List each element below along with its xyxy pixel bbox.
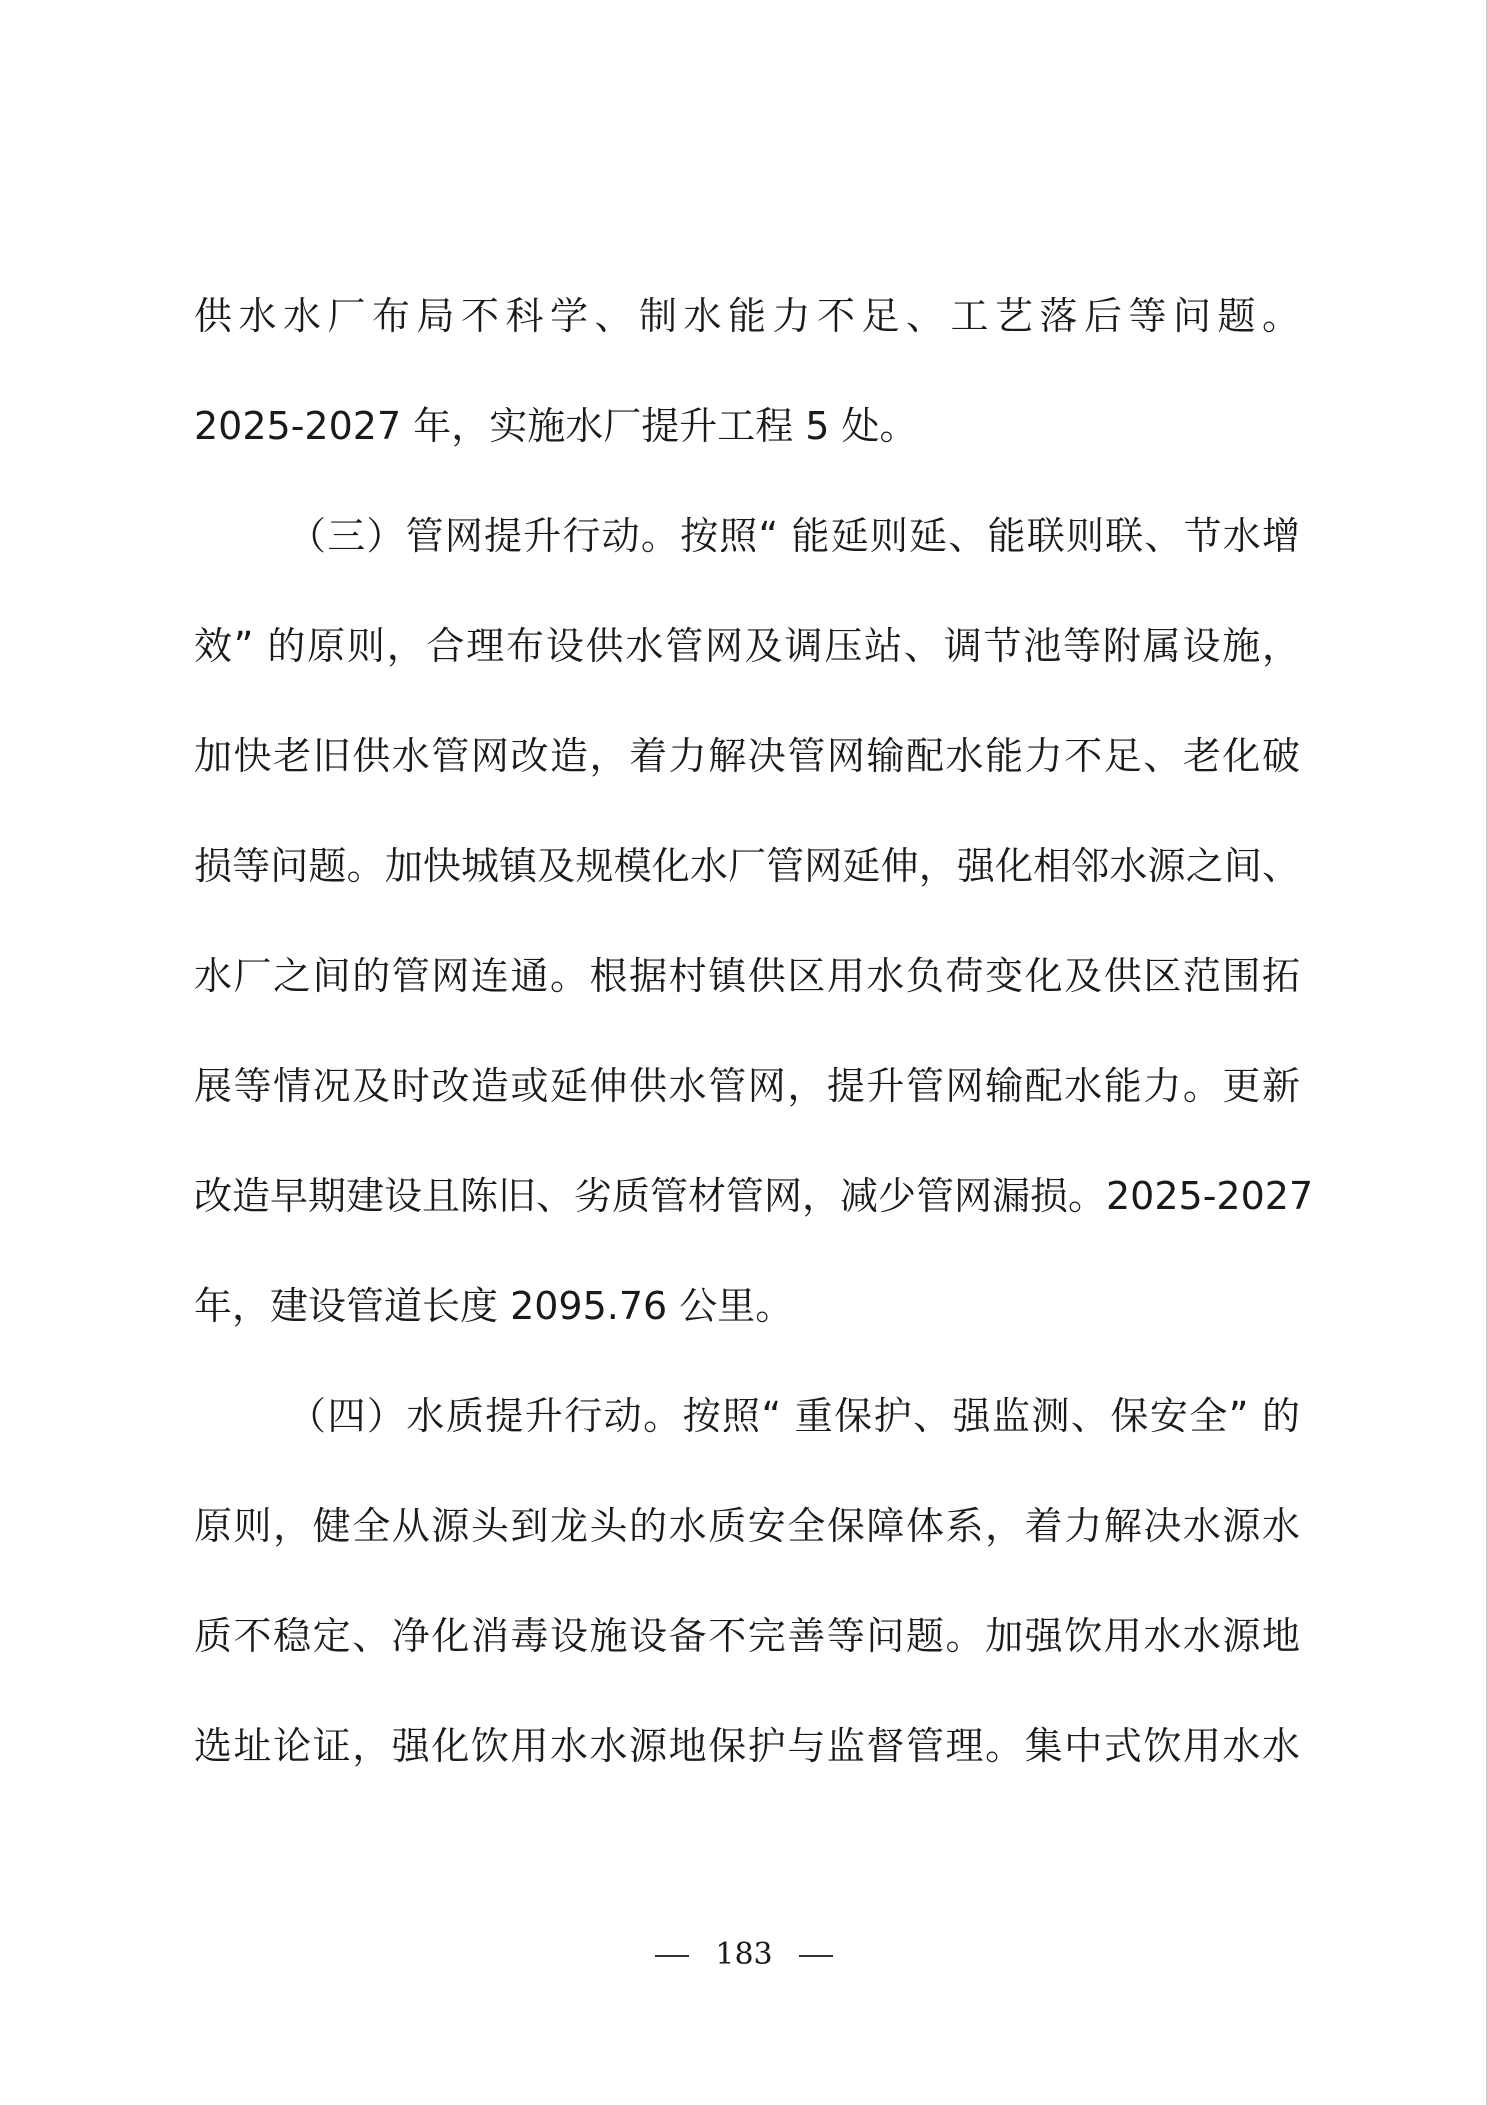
- body-text-line: 改造早期建设且陈旧、劣质管材管网，减少管网漏损。2025-2027: [194, 1174, 1314, 1218]
- body-text-line: 展等情况及时改造或延伸供水管网，提升管网输配水能力。更新: [194, 1064, 1300, 1108]
- body-text-line: 原则，健全从源头到龙头的水质安全保障体系，着力解决水源水: [194, 1504, 1300, 1548]
- body-text-line: 水厂之间的管网连通。根据村镇供区用水负荷变化及供区范围拓: [194, 954, 1300, 998]
- body-text-line: 质不稳定、净化消毒设施设备不完善等问题。加强饮用水水源地: [194, 1614, 1300, 1658]
- body-text-line: 年，建设管道长度 2095.76 公里。: [194, 1284, 794, 1328]
- body-text-line: 损等问题。加快城镇及规模化水厂管网延伸，强化相邻水源之间、: [194, 844, 1300, 888]
- body-text-line: 效” 的原则，合理布设供水管网及调压站、调节池等附属设施，: [194, 624, 1300, 668]
- section-heading-line-4: （四）水质提升行动。按照“ 重保护、强监测、保安全” 的: [288, 1394, 1300, 1438]
- page-number-right-dash: [799, 1955, 833, 1957]
- section-heading-line-3: （三）管网提升行动。按照“ 能延则延、能联则联、节水增: [288, 514, 1300, 558]
- body-text-line: 供水水厂布局不科学、制水能力不足、工艺落后等问题。: [194, 294, 1300, 338]
- page-number-footer: [0, 1935, 1488, 1975]
- page-number: 183: [715, 1937, 773, 1972]
- body-text-line: 选址论证，强化饮用水水源地保护与监督管理。集中式饮用水水: [194, 1724, 1300, 1768]
- body-text-line: 2025-2027 年，实施水厂提升工程 5 处。: [194, 404, 918, 448]
- body-text-line: 加快老旧供水管网改造，着力解决管网输配水能力不足、老化破: [194, 734, 1300, 778]
- page-number-left-dash: [655, 1955, 689, 1957]
